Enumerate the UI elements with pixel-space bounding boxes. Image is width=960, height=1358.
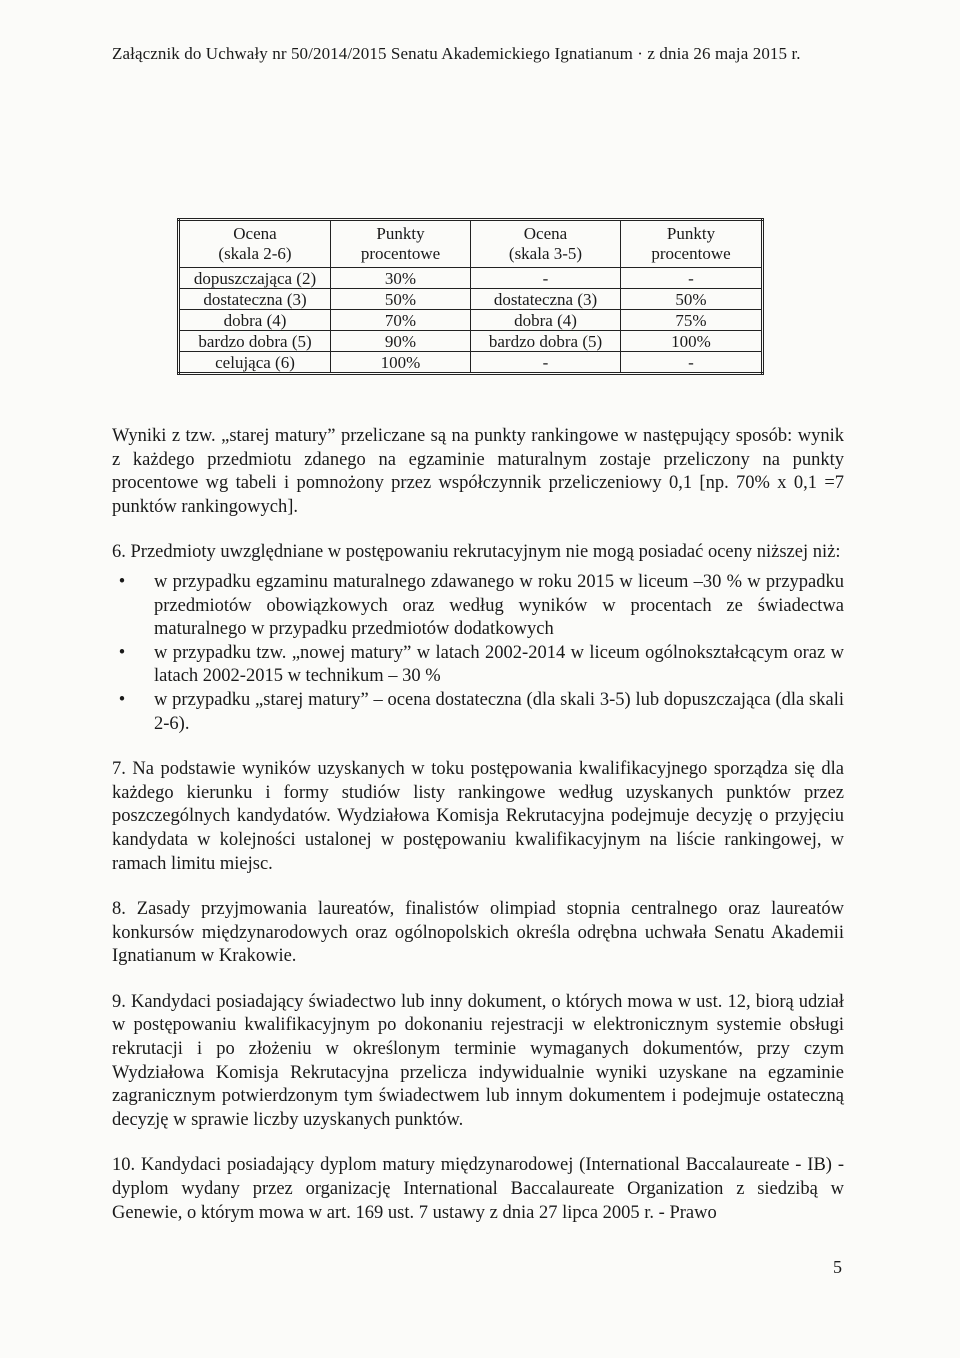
document-body	[112, 425, 844, 1225]
table-row	[179, 268, 763, 289]
table-cell: dostateczna (3)	[471, 289, 621, 310]
table-cell: 50%	[621, 289, 763, 310]
table-cell: -	[621, 268, 763, 289]
table-cell: dobra (4)	[471, 310, 621, 331]
table-cell: celująca (6)	[179, 352, 331, 374]
table-cell: -	[471, 268, 621, 289]
table-header-cell: Ocena (skala 3-5)	[471, 220, 621, 268]
paragraph-8: 8. Zasady przyjmowania laureatów, finalistów olimpiad stopnia centralnego oraz laureatów konkursów międzynarodowych oraz ogólnopolskich określa odrębna uchwała Senatu Akademii Ignatianum w Krakowie.	[112, 899, 844, 967]
table-cell: 90%	[331, 331, 471, 352]
bullet-list	[112, 571, 844, 736]
list-item: • w przypadku „starej matury” – ocena dostateczna (dla skali 3-5) lub dopuszczająca (dla skali 2-6).	[154, 689, 844, 736]
table-row	[179, 289, 763, 310]
paragraph-7: 7. Na podstawie wyników uzyskanych w toku postępowania kwalifikacyjnego sporządza się dla każdego kierunku i formy studiów listy rankingowe według uzyskanych punktów przez poszczególnych kandydatów. Wydziałowa Komisja Rekrutacyjna podejmuje decyzję o przyjęciu kandydata w kolejności ustalonej w postępowaniu kwalifikacyjnym na liście rankingowej, w ramach limitu miejsc.	[112, 759, 844, 874]
bullet-icon: •	[118, 642, 126, 663]
paragraph-10: 10. Kandydaci posiadający dyplom matury międzynarodowej (International Baccalaureate - IB) - dyplom wydany przez organizację International Baccalaureate Organization z siedzibą w Genewie, o którym mowa w art. 169 ust. 7 ustawy z dnia 27 lipca 2005 r. - Prawo	[112, 1155, 844, 1223]
bullet-icon: •	[118, 571, 126, 592]
table-cell: 70%	[331, 310, 471, 331]
paragraph-6: 6. Przedmioty uwzględniane w postępowaniu rekrutacyjnym nie mogą posiadać oceny niższej niż:	[112, 542, 841, 563]
paragraph-9: 9. Kandydaci posiadający świadectwo lub inny dokument, o których mowa w ust. 12, biorą udział w postępowaniu kwalifikacyjnym po dokonaniu rejestracji w elektronicznym systemie obsługi rekrutacji i po złożeniu w określonym terminie wymaganych dokumentów, przy czym Wydziałowa Komisja Rekrutacyjna przelicza indywidualnie wyniki uzyskane na egzaminie zagranicznym potwierdzonym tym świadectwem lub innym dokumentem i podejmuje ostateczną decyzję w sprawie liczby uzyskanych punktów.	[112, 991, 844, 1130]
document-header: Załącznik do Uchwały nr 50/2014/2015 Senatu Akademickiego Ignatianum · z dnia 26 maja 2015 r.	[112, 44, 801, 63]
table-row	[179, 331, 763, 352]
table-row	[179, 310, 763, 331]
table-cell: 100%	[621, 331, 763, 352]
bullet-icon: •	[118, 689, 126, 710]
table-header-cell: Punkty procentowe	[331, 220, 471, 268]
list-item: • w przypadku egzaminu maturalnego zdawanego w roku 2015 w liceum –30 % w przypadku przedmiotów obowiązkowych oraz według wyników w procentach ze świadectwa maturalnego w przypadku przedmiotów dodatkowych	[154, 571, 844, 642]
table-cell: 30%	[331, 268, 471, 289]
table-cell: 50%	[331, 289, 471, 310]
table-row	[179, 352, 763, 374]
table-header-row	[179, 220, 763, 268]
table-header-cell: Ocena (skala 2-6)	[179, 220, 331, 268]
table-header-cell: Punkty procentowe	[621, 220, 763, 268]
table-cell: 75%	[621, 310, 763, 331]
table-cell: dopuszczająca (2)	[179, 268, 331, 289]
table-cell: bardzo dobra (5)	[471, 331, 621, 352]
list-item: • w przypadku tzw. „nowej matury” w latach 2002-2014 w liceum ogólnokształcącym oraz w latach 2002-2015 w technikum – 30 %	[154, 642, 844, 689]
table-cell: dobra (4)	[179, 310, 331, 331]
page-number: 5	[833, 1257, 842, 1277]
grade-conversion-table	[177, 218, 764, 375]
table-cell: 100%	[331, 352, 471, 374]
table-cell: -	[621, 352, 763, 374]
table-cell: bardzo dobra (5)	[179, 331, 331, 352]
table-cell: -	[471, 352, 621, 374]
paragraph-wyniki: Wyniki z tzw. „starej matury” przeliczane są na punkty rankingowe w następujący sposób: wynik z każdego przedmiotu zdanego na egzaminie maturalnym zostaje przeliczony na punkty procentowe wg tabeli i pomnożony przez współczynnik przeliczeniowy 0,1 [np. 70% x 0,1 =7 punktów rankingowych].	[112, 426, 844, 517]
table-cell: dostateczna (3)	[179, 289, 331, 310]
